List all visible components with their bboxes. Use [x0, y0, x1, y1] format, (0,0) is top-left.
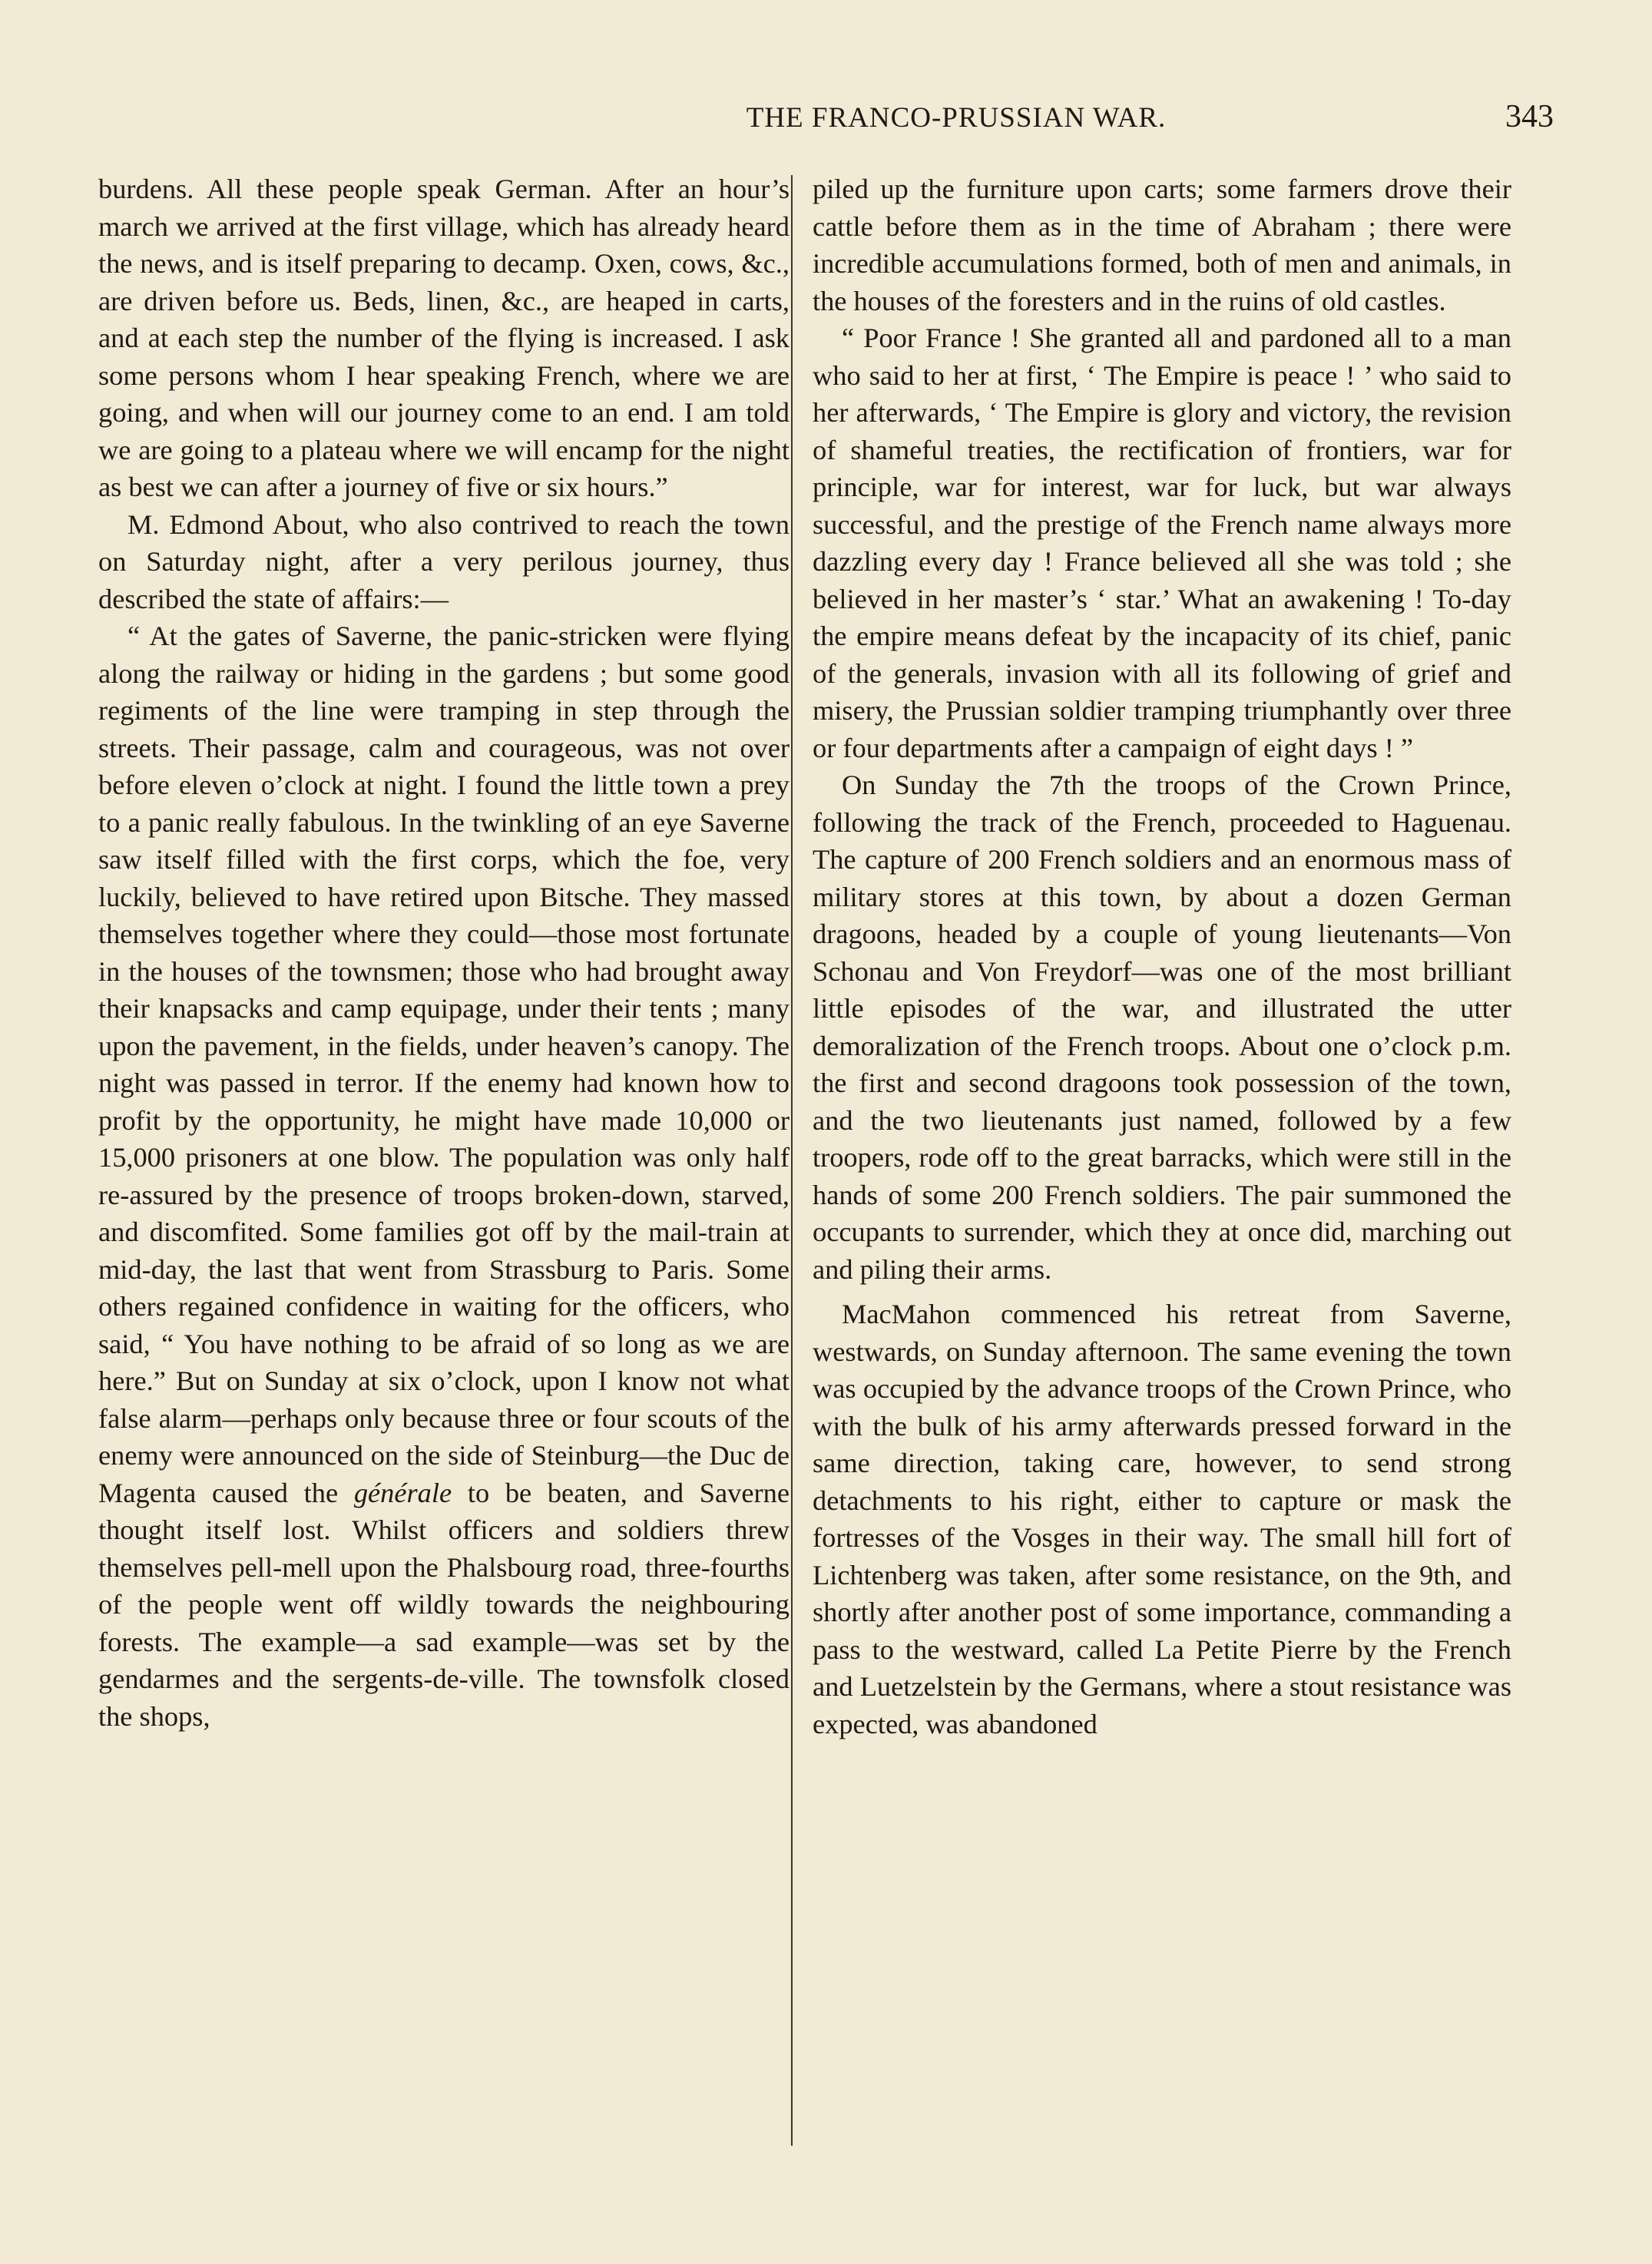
running-title: THE FRANCO-PRUSSIAN WAR.	[746, 102, 1167, 134]
paragraph: M. Edmond About, who also contrived to reach the town on Saturday night, after a very perilous journey, thus described the state of affairs:—	[98, 508, 790, 614]
paragraph-text: to be beaten, and Saverne thought itself lost. Whilst officers and soldiers threw themselves pell-mell upon the Phalsbourg road, three-fourths of the people went off wildly towards the neighbouring forests. The example—a sad example—was set by the gendarmes and the sergents-de-ville. The townsfolk closed the shops,	[98, 1477, 790, 1732]
right-column	[813, 170, 1511, 1743]
paragraph: “ Poor France ! She granted all and pardoned all to a man who said to her at first, ‘ The Empire is peace ! ’ who said to her afterwards, ‘ The Empire is glory and victory, the revision of shameful treaties, the rectification of frontiers, war for principle, war for interest, war for luck, but war always successful, and the prestige of the French name always more dazzling every day ! France believed all she was told ; she believed in her master’s ‘ star.’ What an awakening ! To-day the empire means defeat by the incapacity of its chief, panic of the generals, invasion with all its following of grief and misery, the Prussian soldier tramping triumphantly over three or four departments after a campaign of eight days ! ”	[813, 323, 1511, 763]
paragraph: On Sunday the 7th the troops of the Crown Prince, following the track of the French, proceeded to Haguenau. The capture of 200 French soldiers and an enormous mass of military stores at this town, by about a dozen German dragoons, headed by a couple of young lieutenants—Von Schonau and Von Freydorf—was one of the most brilliant little episodes of the war, and illustrated the utter demoralization of the French troops. About one o’clock p.m. the first and second dragoons took possession of the town, and the two lieutenants just named, followed by a few troopers, rode off to the great barracks, which were still in the hands of some 200 French soldiers. The pair summoned the occupants to surrender, which they at once did, marching out and piling their arms.	[813, 770, 1511, 1285]
paragraph: piled up the furniture upon carts; some farmers drove their cattle before them as in the time of Abraham ; there were incredible accumulations formed, both of men and animals, in the houses of the foresters and in the ruins of old castles.	[813, 174, 1511, 316]
italic-term: générale	[353, 1477, 452, 1508]
left-column	[98, 170, 790, 1735]
column-divider	[791, 175, 793, 2146]
paragraph: burdens. All these people speak German. After an hour’s march we arrived at the first village, which has already heard the news, and is itself preparing to decamp. Oxen, cows, &c., are driven before us. Beds, linen, &c., are heaped in carts, and at each step the number of the flying is increased. I ask some persons whom I hear speaking French, where we are going, and when will our journey come to an end. I am told we are going to a plateau where we will encamp for the night as best we can after a journey of five or six hours.”	[98, 174, 790, 502]
paragraph: MacMahon commenced his retreat from Saverne, westwards, on Sunday afternoon. The same evening the town was occupied by the advance troops of the Crown Prince, who with the bulk of his army afterwards pressed forward in the same direction, taking care, however, to send strong detachments to his right, either to capture or mask the fortresses of the Vosges in their way. The small hill fort of Lichtenberg was taken, after some resistance, on the 9th, and shortly after another post of some importance, commanding a pass to the westward, called La Petite Pierre by the French and Luetzelstein by the Germans, where a stout resistance was expected, was abandoned	[813, 1299, 1511, 1739]
paragraph-text: “ At the gates of Saverne, the panic-stricken were flying along the railway or hiding in the gardens ; but some good regiments of the line were tramping in step through the streets. Their passage, calm and courageous, was not over before eleven o’clock at night. I found the little town a prey to a panic really fabulous. In the twinkling of an eye Saverne saw itself filled with the first corps, which the foe, very luckily, believed to have retired upon Bitsche. They massed themselves together where they could—those most fortunate in the houses of the townsmen; those who had brought away their knapsacks and camp equipage, under their tents ; many upon the pavement, in the fields, under heaven’s canopy. The night was passed in terror. If the enemy had known how to profit by the opportunity, he might have made 10,000 or 15,000 prisoners at one blow. The population was only half re-assured by the presence of troops broken-down, starved, and discomfited. Some families got off by the mail-train at mid-day, the last that went from Strassburg to Paris. Some others regained confidence in waiting for the officers, who said, “ You have nothing to be afraid of so long as we are here.” But on Sunday at six o’clock, upon I know not what false alarm—perhaps only because three or four scouts of the enemy were announced on the side of Steinburg—the Duc de Magenta caused the	[98, 621, 790, 1508]
paragraph	[98, 617, 790, 1735]
page-number: 343	[1505, 99, 1554, 134]
